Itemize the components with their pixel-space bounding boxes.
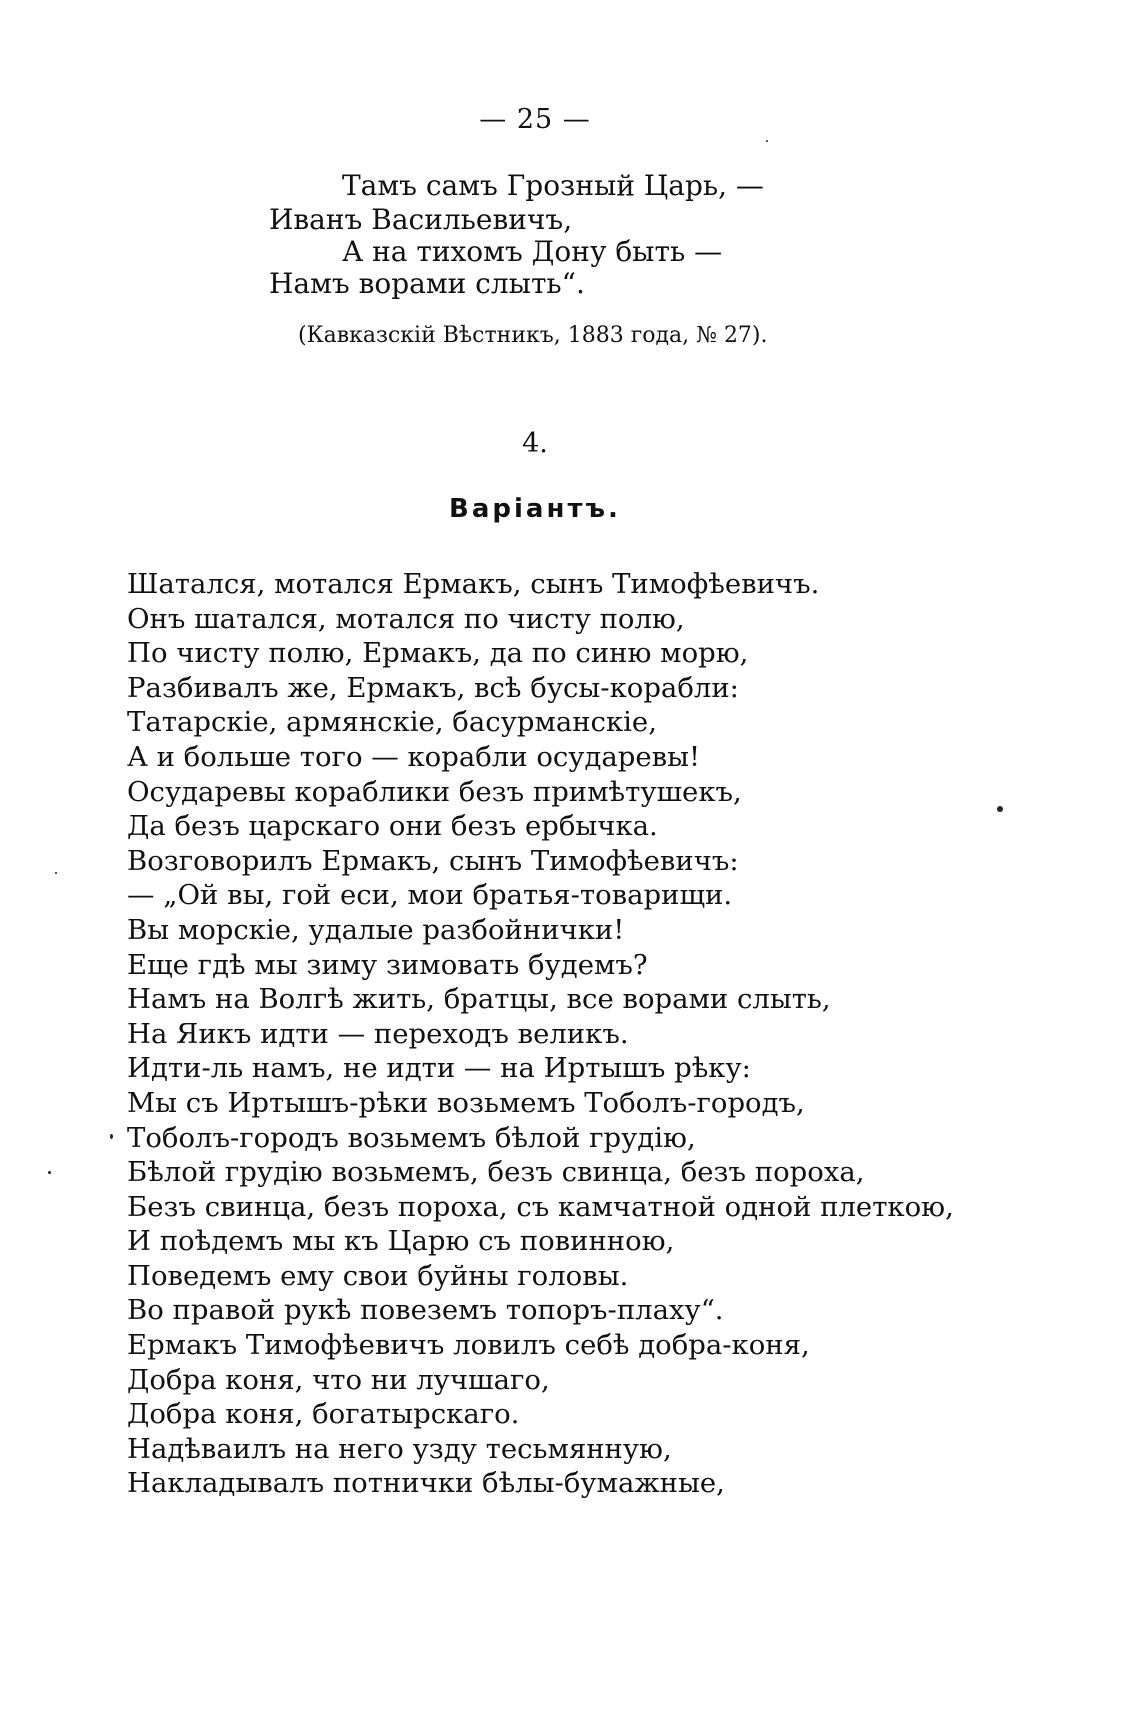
poem-line: Добра коня, богатырскаго. <box>127 1398 520 1431</box>
poem-line: По чисту полю, Ермакъ, да по синю морю, <box>127 637 749 670</box>
poem-line: Накладывалъ потнички бѣлы-бумажные, <box>127 1467 725 1500</box>
top-verse-line: Иванъ Васильевичъ, <box>269 203 573 236</box>
top-verse-line: Намъ ворами слыть“. <box>269 267 585 300</box>
poem-line: Онъ шатался, мотался по чисту полю, <box>127 602 685 635</box>
poem-line: Тоболъ-городъ возьмемъ бѣлой грудію, <box>127 1121 696 1154</box>
poem-line: Еще гдѣ мы зиму зимовать будемъ? <box>127 948 648 981</box>
scan-speck <box>55 872 57 874</box>
poem-line: Идти-ль намъ, не идти — на Иртышъ рѣку: <box>127 1052 751 1085</box>
poem-line: Намъ на Волгѣ жить, братцы, все ворами слыть, <box>127 983 831 1016</box>
poem-line: Разбивалъ же, Ермакъ, всѣ бусы-корабли: <box>127 671 739 704</box>
poem-line: Вы морскіе, удалые разбойнички! <box>127 913 625 946</box>
poem-line: Ермакъ Тимофѣевичъ ловилъ себѣ добра-коня, <box>127 1329 810 1362</box>
top-verse-line: А на тихомъ Дону быть — <box>342 235 723 268</box>
scan-speck <box>997 806 1003 812</box>
poem-line: Татарскіе, армянскіе, басурманскіе, <box>127 706 657 739</box>
poem-line: Во правой рукѣ повеземъ топоръ-плаху“. <box>127 1294 724 1327</box>
poem-line: Надѣваилъ на него узду тесьмянную, <box>127 1432 672 1465</box>
source-citation: (Кавказскій Вѣстникъ, 1883 года, № 27). <box>298 323 768 348</box>
poem-line: А и больше того — корабли осударевы! <box>127 740 701 773</box>
poem-line: Мы съ Иртышъ-рѣки возьмемъ Тоболъ-городъ, <box>127 1086 805 1119</box>
poem-line: Шатался, мотался Ермакъ, сынъ Тимофѣевичъ. <box>127 568 820 600</box>
poem-line: И поѣдемъ мы къ Царю съ повинною, <box>127 1225 675 1258</box>
poem-line: Бѣлой грудію возьмемъ, безъ свинца, безъ пороха, <box>127 1156 865 1189</box>
top-verse-line: Тамъ самъ Грозный Царь, — <box>342 169 764 202</box>
poem-line: — „Ой вы, гой еси, мои братья-товарищи. <box>127 879 733 912</box>
page-number: — 25 — <box>479 104 591 135</box>
section-title: Варіантъ. <box>449 494 621 524</box>
scan-speck <box>48 1171 51 1174</box>
poem-line: Да безъ царскаго они безъ ербычка. <box>127 810 658 843</box>
poem-line: Возговорилъ Ермакъ, сынъ Тимофѣевичъ: <box>127 844 739 877</box>
poem-line: Добра коня, что ни лучшаго, <box>127 1363 550 1396</box>
poem-text <box>127 567 1107 1501</box>
poem-line: На Яикъ идти — переходъ великъ. <box>127 1017 629 1050</box>
section-number: 4. <box>522 428 548 459</box>
scan-speck <box>110 1134 113 1139</box>
poem-line: Безъ свинца, безъ пороха, съ камчатной одной плеткою, <box>127 1190 954 1223</box>
poem-line: Поведемъ ему свои буйны головы. <box>127 1259 629 1292</box>
poem-line: Осударевы кораблики безъ примѣтушекъ, <box>127 775 742 808</box>
scan-speck <box>766 140 768 142</box>
